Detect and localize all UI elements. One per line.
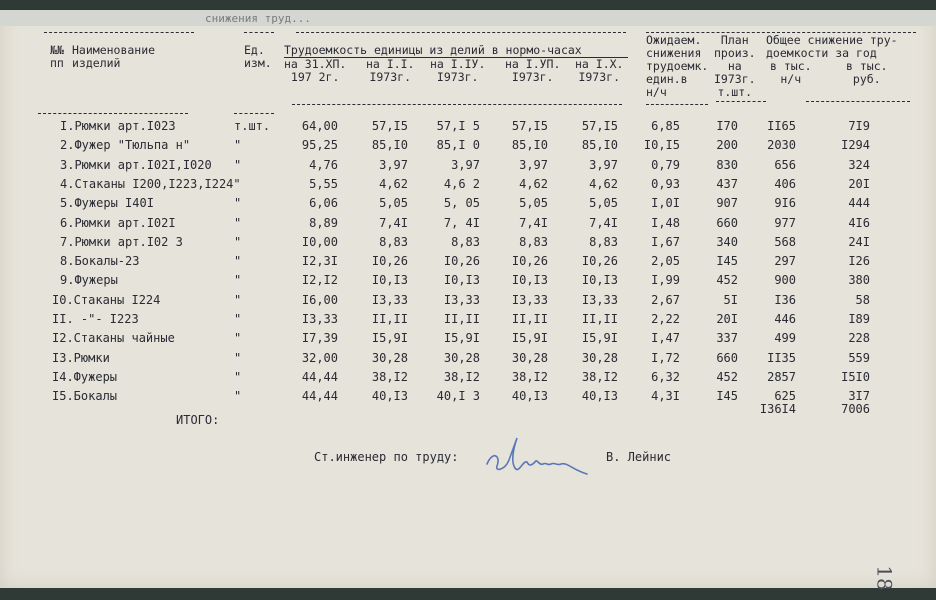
row-expected-reduction: I,67	[651, 235, 680, 249]
row-expected-reduction: I,99	[651, 273, 680, 287]
page-number: 18	[872, 565, 897, 591]
row-item-name: 2.Фужер "Тюльпа н"	[60, 138, 191, 152]
row-labor-value: I3,33	[511, 293, 548, 307]
row-total-rub: I294	[841, 138, 870, 152]
header-bottom-rule	[234, 113, 274, 114]
row-expected-reduction: 2,05	[651, 254, 680, 268]
row-expected-reduction: 4,3I	[651, 389, 680, 403]
row-unit: "	[234, 331, 242, 345]
row-unit: "	[234, 254, 242, 268]
row-total-nh: 656	[774, 158, 796, 172]
row-plan-production: 340	[716, 235, 738, 249]
row-total-rub: I89	[848, 312, 870, 326]
row-total-nh: 900	[774, 273, 796, 287]
row-plan-production: 452	[716, 273, 738, 287]
row-expected-reduction: 2,22	[651, 312, 680, 326]
row-plan-production: 437	[716, 177, 738, 191]
row-labor-value: 3,97	[589, 158, 618, 172]
header-bottom-rule	[716, 101, 766, 102]
col-num-header: №№ пп	[50, 43, 64, 70]
header-rule	[296, 32, 626, 33]
row-labor-value: 3,97	[519, 158, 548, 172]
date-header-4: на I.УП. I973г.	[505, 57, 561, 84]
row-item-name: I0.Стаканы I224	[52, 293, 161, 307]
row-total-nh: 2857	[767, 370, 796, 384]
total-rub-value: 7006	[841, 402, 870, 416]
plan-header: План произ. на I973г. т.шт.	[714, 33, 756, 99]
row-plan-production: I45	[716, 389, 738, 403]
row-labor-value: I2,I2	[301, 273, 338, 287]
row-labor-value: I2,3I	[301, 254, 338, 268]
row-labor-value: 8,83	[589, 235, 618, 249]
row-total-nh: 568	[774, 235, 796, 249]
total-label: ИТОГО:	[176, 413, 220, 427]
row-plan-production: 907	[716, 196, 738, 210]
row-expected-reduction: 0,79	[651, 158, 680, 172]
row-total-rub: 4I6	[848, 216, 870, 230]
row-labor-value: II,II	[371, 312, 408, 326]
row-labor-value: 38,I2	[581, 370, 618, 384]
row-plan-production: 337	[716, 331, 738, 345]
row-item-name: 9.Фужеры	[60, 273, 118, 287]
row-labor-value: 7, 4I	[443, 216, 480, 230]
row-unit: т.шт.	[234, 119, 271, 133]
row-labor-value: II,II	[581, 312, 618, 326]
row-plan-production: 452	[716, 370, 738, 384]
row-labor-value: 5, 05	[443, 196, 480, 210]
total-rub-header: в тыс. руб.	[846, 59, 888, 86]
top-tape	[0, 10, 936, 26]
row-labor-value: 95,25	[301, 138, 338, 152]
row-expected-reduction: 0,93	[651, 177, 680, 191]
signature-title: Ст.инженер по труду:	[314, 450, 459, 464]
row-labor-value: 3,97	[451, 158, 480, 172]
row-labor-value: 85,I0	[371, 138, 408, 152]
row-item-name: I2.Стаканы чайные	[52, 331, 175, 345]
row-labor-value: 85,I0	[581, 138, 618, 152]
row-item-name: I4.Фужеры	[52, 370, 118, 384]
row-labor-value: 57,I5	[511, 119, 548, 133]
row-labor-value: 64,00	[301, 119, 338, 133]
handwritten-signature	[483, 430, 593, 480]
row-labor-value: 38,I2	[511, 370, 548, 384]
date-header-2: на I.I. I973г.	[366, 57, 415, 84]
row-total-nh: 625	[774, 389, 796, 403]
row-labor-value: 30,28	[443, 351, 480, 365]
row-labor-value: I5,9I	[371, 331, 408, 345]
row-item-name: 3.Рюмки арт.I02I,I020	[60, 158, 212, 172]
row-item-name: I.Рюмки арт.I023	[60, 119, 176, 133]
header-bottom-rule	[292, 104, 622, 105]
row-plan-production: 20I	[716, 312, 738, 326]
row-labor-value: 4,62	[519, 177, 548, 191]
row-plan-production: 660	[716, 216, 738, 230]
row-expected-reduction: 2,67	[651, 293, 680, 307]
row-labor-value: 4,62	[589, 177, 618, 191]
header-bottom-rule	[806, 101, 910, 102]
row-total-rub: 24I	[848, 235, 870, 249]
row-labor-value: I0,26	[443, 254, 480, 268]
row-item-name: 8.Бокалы-23	[60, 254, 140, 268]
col-name-header: Наименование изделий	[72, 43, 156, 70]
row-labor-value: II,II	[511, 312, 548, 326]
row-total-rub: 20I	[848, 177, 870, 191]
row-item-name: 7.Рюмки арт.I02 3	[60, 235, 183, 249]
row-labor-value: 8,83	[379, 235, 408, 249]
row-plan-production: 830	[716, 158, 738, 172]
row-total-rub: 444	[848, 196, 870, 210]
row-total-rub: 380	[848, 273, 870, 287]
row-labor-value: 6,06	[309, 196, 338, 210]
row-total-nh: 297	[774, 254, 796, 268]
row-unit: "	[234, 293, 242, 307]
row-unit: "	[234, 158, 242, 172]
row-item-name: I5.Бокалы	[52, 389, 118, 403]
row-total-nh: 499	[774, 331, 796, 345]
row-total-rub: 324	[848, 158, 870, 172]
row-item-name: 6.Рюмки арт.I02I	[60, 216, 176, 230]
row-plan-production: 5I	[723, 293, 738, 307]
row-total-rub: 559	[848, 351, 870, 365]
row-labor-value: 40,I3	[511, 389, 548, 403]
row-labor-value: I6,00	[301, 293, 338, 307]
row-expected-reduction: 6,85	[651, 119, 680, 133]
row-total-rub: I5I0	[841, 370, 870, 384]
cut-heading-text: снижения труд...	[205, 12, 311, 25]
row-labor-value: I0,I3	[443, 273, 480, 287]
row-labor-value: I5,9I	[581, 331, 618, 345]
row-total-nh: II65	[767, 119, 796, 133]
row-labor-value: 7,4I	[589, 216, 618, 230]
row-labor-value: 5,05	[519, 196, 548, 210]
row-labor-value: I5,9I	[511, 331, 548, 345]
row-labor-value: I0,26	[371, 254, 408, 268]
row-total-rub: 3I7	[848, 389, 870, 403]
row-labor-value: I3,33	[443, 293, 480, 307]
row-labor-value: 85,I0	[511, 138, 548, 152]
row-labor-value: 8,83	[519, 235, 548, 249]
row-labor-value: 85,I 0	[436, 138, 480, 152]
date-header-3: на I.IУ. I973г.	[430, 57, 486, 84]
row-total-nh: 446	[774, 312, 796, 326]
row-labor-value: 7,4I	[379, 216, 408, 230]
row-labor-value: 4,6 2	[443, 177, 480, 191]
row-unit: "	[234, 235, 242, 249]
row-plan-production: I70	[716, 119, 738, 133]
col-unit-header: Ед. изм.	[244, 43, 272, 70]
header-rule	[244, 32, 274, 33]
row-labor-value: 30,28	[581, 351, 618, 365]
row-item-name: 4.Стаканы I200,I223,I224"	[60, 177, 241, 191]
row-labor-value: 7,4I	[519, 216, 548, 230]
row-total-rub: 58	[855, 293, 870, 307]
row-expected-reduction: 6,32	[651, 370, 680, 384]
total-nh-header: в тыс. н/ч	[770, 59, 812, 86]
row-unit: "	[234, 196, 242, 210]
row-expected-reduction: I,0I	[651, 196, 680, 210]
date-header-5: на I.X. I973г.	[575, 57, 624, 84]
row-unit: "	[234, 312, 242, 326]
row-labor-value: 30,28	[371, 351, 408, 365]
row-labor-value: I5,9I	[443, 331, 480, 345]
row-labor-value: 44,44	[301, 370, 338, 384]
signature-name: В. Лейнис	[606, 450, 672, 464]
row-labor-value: 57,I5	[581, 119, 618, 133]
row-item-name: II. -"- I223	[52, 312, 139, 326]
row-total-rub: 228	[848, 331, 870, 345]
row-total-rub: 7I9	[848, 119, 870, 133]
row-expected-reduction: I0,I5	[643, 138, 680, 152]
row-total-nh: 2030	[767, 138, 796, 152]
row-total-nh: I36	[774, 293, 796, 307]
row-labor-value: 5,55	[309, 177, 338, 191]
row-labor-value: 38,I2	[443, 370, 480, 384]
row-expected-reduction: I,47	[651, 331, 680, 345]
row-total-nh: II35	[767, 351, 796, 365]
row-item-name: I3.Рюмки	[52, 351, 110, 365]
row-labor-value: I0,I3	[371, 273, 408, 287]
header-rule	[44, 32, 194, 33]
row-labor-value: I0,I3	[511, 273, 548, 287]
row-plan-production: 200	[716, 138, 738, 152]
total-group-header: Общее снижение тру- доемкости за год	[766, 33, 898, 60]
row-labor-value: 5,05	[589, 196, 618, 210]
row-labor-value: 4,62	[379, 177, 408, 191]
row-total-rub: I26	[848, 254, 870, 268]
row-labor-value: II,II	[443, 312, 480, 326]
row-total-nh: 977	[774, 216, 796, 230]
row-labor-value: I3,33	[301, 312, 338, 326]
row-labor-value: 40,I 3	[436, 389, 480, 403]
row-labor-value: I0,00	[301, 235, 338, 249]
row-labor-value: I3,33	[371, 293, 408, 307]
row-labor-value: 3,97	[379, 158, 408, 172]
row-labor-value: I0,26	[511, 254, 548, 268]
row-labor-value: I3,33	[581, 293, 618, 307]
row-unit: "	[234, 273, 242, 287]
row-labor-value: 8,89	[309, 216, 338, 230]
row-labor-value: I0,26	[581, 254, 618, 268]
row-expected-reduction: I,48	[651, 216, 680, 230]
row-unit: "	[234, 389, 242, 403]
date-header-1: на 31.XП. 197 2г.	[284, 57, 347, 84]
header-bottom-rule	[38, 113, 188, 114]
row-labor-value: 4,76	[309, 158, 338, 172]
row-unit: "	[234, 370, 242, 384]
header-bottom-rule	[646, 104, 708, 105]
row-expected-reduction: I,72	[651, 351, 680, 365]
expected-header: Ожидаем. снижения трудоемк. един.в н/ч	[646, 33, 709, 99]
row-labor-value: 5,05	[379, 196, 408, 210]
row-unit: "	[234, 216, 242, 230]
row-total-nh: 406	[774, 177, 796, 191]
row-labor-value: 30,28	[511, 351, 548, 365]
row-item-name: 5.Фужеры I40I	[60, 196, 154, 210]
labor-group-header: Трудоемкость единицы из делий в нормо-часах	[284, 43, 582, 57]
row-labor-value: 40,I3	[371, 389, 408, 403]
row-labor-value: 8,83	[451, 235, 480, 249]
row-labor-value: 40,I3	[581, 389, 618, 403]
document-page	[0, 10, 936, 591]
row-labor-value: 57,I5	[371, 119, 408, 133]
row-labor-value: I0,I3	[581, 273, 618, 287]
row-labor-value: 32,00	[301, 351, 338, 365]
row-labor-value: 44,44	[301, 389, 338, 403]
row-labor-value: 57,I 5	[436, 119, 480, 133]
row-unit: "	[234, 138, 242, 152]
row-plan-production: I45	[716, 254, 738, 268]
row-plan-production: 660	[716, 351, 738, 365]
row-total-nh: 9I6	[774, 196, 796, 210]
total-nh-value: I36I4	[759, 402, 796, 416]
row-labor-value: 38,I2	[371, 370, 408, 384]
row-labor-value: I7,39	[301, 331, 338, 345]
row-unit: "	[234, 351, 242, 365]
